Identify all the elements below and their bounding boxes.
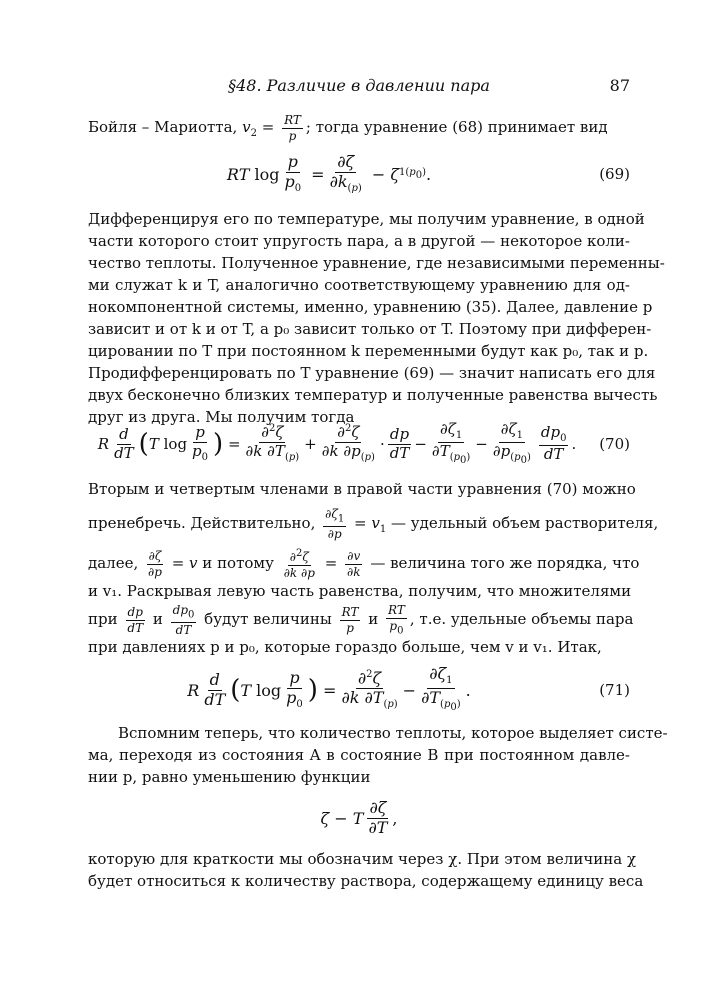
text-line: ми служат k и T, аналогично соответствующему уравнению для од-: [88, 276, 630, 294]
text-line: и v₁. Раскрывая левую часть равенства, получим, что множителями: [88, 582, 632, 600]
text-line: нии p, равно уменьшению функции: [88, 768, 371, 786]
equation-70: [88, 416, 630, 472]
equation-formula: R $\frac{d}{dT}$ ( T log $\frac{p}{p_0}$ ) = $\frac{\partial^2\zeta}{\partial k \partial T_{(p)}}$ + $\frac{\partial^2\zeta}{\partial k \partial p_{(p)}}$ · $\frac{dp}{dT}$ − $\frac{\partial\zeta_1}{\partial T_{(p_0)}}$ − $\frac{\partial\zeta_1}{\partial p_{(p_0)}}$ $\frac{dp_0}{dT}$ .: [97, 419, 577, 466]
inline-formula: $\frac{RT}{p}$: [341, 605, 359, 635]
equation-formula: ζ − T $\frac{\partial\zeta}{\partial T}$ ,: [320, 797, 398, 837]
section-title: §48. Различие в давлении пара: [228, 76, 490, 95]
running-header: [88, 76, 630, 98]
text-line: далее, $\frac{\partial\zeta}{\partial p}$ = v и потому $\frac{\partial^2\zeta}{\partial k \partial p}$ = $\frac{\partial v}{\partial k}$ — величина того же порядка, что: [88, 547, 640, 580]
text-line: которую для краткости мы обозначим через χ. При этом величина χ: [88, 850, 637, 868]
inline-formula: $\frac{\partial\zeta_1}{\partial p}$ = $v_1$: [325, 507, 387, 541]
equation-formula: R $\frac{d}{dT}$ ( T log $\frac{p}{p_0}$ ) = $\frac{\partial^2\zeta}{\partial k \partial T_{(p)}}$ − $\frac{\partial\zeta_1}{\partial T_{(p_0)}}$ .: [187, 664, 471, 714]
text-line: двух бесконечно близких температур и полученные равенства вычесть: [88, 386, 658, 404]
text-line: ма, переходя из состояния A в состояние B при постоянном давле-: [88, 746, 630, 764]
text-line: Бойля – Мариотта, $v_2$ = $\frac{RT}{p}$ ; тогда уравнение (68) принимает вид: [88, 113, 608, 143]
text-line: будет относиться к количеству раствора, содержащему единицу веса: [88, 872, 644, 890]
text-line: при $\frac{dp}{dT}$ и $\frac{dp_0}{dT}$ будут величины $\frac{RT}{p}$ и $\frac{RT}{p_0}$ , т.е. удельные объемы пара: [88, 603, 634, 637]
inline-formula: $\frac{dp_0}{dT}$: [172, 603, 195, 637]
equation-71: [88, 662, 630, 718]
text-line: зависит и от k и от T, а p₀ зависит только от T. Поэтому при дифферен-: [88, 320, 652, 338]
text-line: части которого стоит упругость пара, а в другой — некоторое коли-: [88, 232, 630, 250]
text-line: чество теплоты. Полученное уравнение, где независимыми переменны-: [88, 254, 665, 272]
text-line: нокомпонентной системы, именно, уравнению (35). Далее, давление p: [88, 298, 653, 316]
equation-number: (71): [599, 681, 630, 699]
text-line: Вспомним теперь, что количество теплоты, которое выделяет систе-: [118, 724, 668, 742]
inline-formula: $\frac{dp}{dT}$: [127, 605, 144, 635]
text-line: друг из друга. Мы получим тогда: [88, 408, 355, 426]
equation-number: (70): [599, 435, 630, 453]
equation-69: [88, 146, 630, 202]
equation-number: (69): [599, 165, 630, 183]
text-line: пренебречь. Действительно, $\frac{\partial\zeta_1}{\partial p}$ = $v_1$ — удельный объем растворителя,: [88, 507, 659, 541]
text-line: при давлениях p и p₀, которые гораздо больше, чем v и v₁. Итак,: [88, 638, 602, 656]
function-formula: [88, 790, 630, 846]
text-line: Продифференцировать по T уравнение (69) — значит написать его для: [88, 364, 656, 382]
inline-formula: $\frac{RT}{p_0}$: [388, 603, 405, 636]
equation-formula: RT log $\frac{p}{p_0}$ = $\frac{\partial\zeta}{\partial k_{(p)}}$ − ζ $1(p_0)$ .: [226, 151, 432, 194]
inline-formula: $v_2$ = $\frac{RT}{p}$: [242, 113, 301, 143]
text-line: Дифференцируя его по температуре, мы получим уравнение, в одной: [88, 210, 645, 228]
inline-formula: $\frac{\partial\zeta}{\partial p}$ = v: [148, 548, 198, 579]
text-line: Вторым и четвертым членами в правой части уравнения (70) можно: [88, 480, 636, 498]
page-number: 87: [609, 76, 630, 95]
inline-formula: $\frac{\partial^2\zeta}{\partial k \partial p}$ = $\frac{\partial v}{\partial k}$: [283, 547, 361, 580]
text-line: цировании по T при постоянном k переменными будут как p₀, так и p.: [88, 342, 649, 360]
